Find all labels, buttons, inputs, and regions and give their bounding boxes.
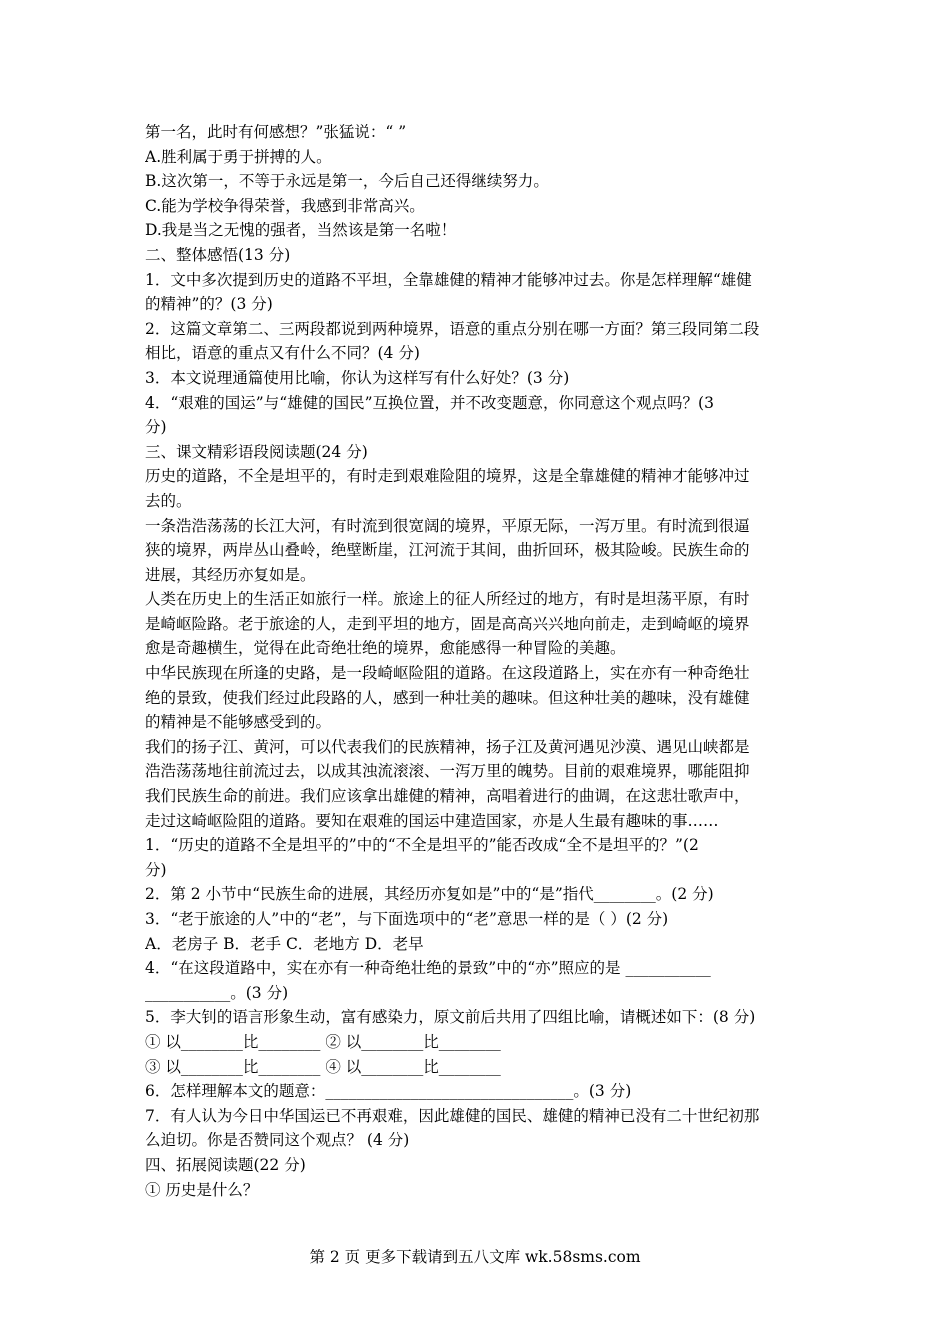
text-line: 愈是奇趣横生，觉得在此奇绝壮绝的境界，愈能感得一种冒险的美趣。 bbox=[145, 639, 626, 658]
text-line: ① 以________比________ ② 以________比________ bbox=[145, 1032, 501, 1051]
text-line: 6．怎样理解本文的题意：________________________________。(3 分) bbox=[145, 1082, 632, 1101]
text-line: 4．“艰难的国运”与“雄健的国民”互换位置，并不改变题意，你同意这个观点吗？(3 bbox=[145, 393, 714, 412]
text-line: 三、课文精彩语段阅读题(24 分) bbox=[145, 442, 368, 461]
text-line: 1．文中多次提到历史的道路不平坦，全靠雄健的精神才能够冲过去。你是怎样理解“雄健 bbox=[145, 270, 752, 289]
text-line: D.我是当之无愧的强者，当然该是第一名啦！ bbox=[145, 221, 457, 240]
text-line: 走过这崎岖险阻的道路。要知在艰难的国运中建造国家，亦是人生最有趣味的事…… bbox=[145, 811, 719, 830]
text-line: ___________。(3 分) bbox=[145, 983, 289, 1002]
text-line: 历史的道路，不全是坦平的，有时走到艰难险阻的境界，这是全靠雄健的精神才能够冲过 bbox=[145, 467, 750, 486]
text-line: 第一名，此时有何感想？”张猛说：“ ” bbox=[145, 123, 407, 141]
text-line: ③ 以________比________ ④ 以________比________ bbox=[145, 1057, 501, 1076]
text-line: 5．李大钊的语言形象生动，富有感染力，原文前后共用了四组比喻，请概述如下：(8 分) bbox=[145, 1008, 756, 1027]
text-line: 分) bbox=[145, 860, 167, 879]
text-line: 四、拓展阅读题(22 分) bbox=[145, 1155, 306, 1174]
text-line: 人类在历史上的生活正如旅行一样。旅途上的征人所经过的地方，有时是坦荡平原，有时 bbox=[145, 590, 750, 609]
text-line: A．老房子 B．老手 C．老地方 D．老早 bbox=[145, 934, 424, 953]
text-line: C.能为学校争得荣誉，我感到非常高兴。 bbox=[145, 196, 425, 215]
text-line: 3．“老于旅途的人”中的“老”，与下面选项中的“老”意思一样的是（ ）(2 分) bbox=[145, 910, 669, 928]
text-line: 浩浩荡荡地往前流过去，以成其浊流滚滚、一泻万里的魄势。目前的艰难境界，哪能阻抑 bbox=[145, 762, 750, 781]
text-line: A.胜利属于勇于拼搏的人。 bbox=[145, 147, 332, 166]
text-line: 1．“历史的道路不全是坦平的”中的“不全是坦平的”能否改成“全不是坦平的？”(2 bbox=[145, 836, 699, 855]
text-line: 去的。 bbox=[145, 491, 192, 510]
text-line: ① 历史是什么？ bbox=[145, 1180, 259, 1199]
text-line: 2．第 2 小节中“民族生命的进展，其经历亦复如是”中的“是”指代________。(2 分) bbox=[145, 885, 714, 904]
text-line: 是崎岖险路。老于旅途的人，走到平坦的地方，固是高高兴兴地向前走，走到崎岖的境界 bbox=[145, 614, 750, 633]
text-line: 相比，语意的重点又有什么不同？(4 分) bbox=[145, 344, 420, 363]
text-line: 分) bbox=[145, 418, 167, 437]
text-line: 狭的境界，两岸丛山叠岭，绝壁断崖，江河流于其间，曲折回环，极其险峻。民族生命的 bbox=[145, 541, 750, 560]
text-line: 绝的景致，使我们经过此段路的人，感到一种壮美的趣味。但这种壮美的趣味，没有雄健 bbox=[145, 688, 750, 707]
text-line: 中华民族现在所逢的史路，是一段崎岖险阻的道路。在这段道路上，实在亦有一种奇绝壮 bbox=[145, 664, 750, 683]
text-line: 二、整体感悟(13 分) bbox=[145, 245, 291, 264]
text-line: 么迫切。你是否赞同这个观点？ (4 分) bbox=[145, 1131, 410, 1150]
text-line: 3．本文说理通篇使用比喻，你认为这样写有什么好处？(3 分) bbox=[145, 368, 570, 387]
document-body bbox=[145, 120, 810, 1202]
text-line: 一条浩浩荡荡的长江大河，有时流到很宽阔的境界，平原无际，一泻万里。有时流到很逼 bbox=[145, 516, 750, 535]
text-line: 4．“在这段道路中，实在亦有一种奇绝壮绝的景致”中的“亦”照应的是 ___________ bbox=[145, 959, 711, 978]
text-line: 的精神”的？(3 分) bbox=[145, 295, 273, 314]
text-line: B.这次第一，不等于永远是第一，今后自己还得继续努力。 bbox=[145, 172, 549, 191]
text-line: 2．这篇文章第二、三两段都说到两种境界，语意的重点分别在哪一方面？第三段同第二段 bbox=[145, 319, 760, 338]
text-line: 我们民族生命的前进。我们应该拿出雄健的精神，高唱着进行的曲调，在这悲壮歌声中， bbox=[145, 787, 750, 806]
text-line: 进展，其经历亦复如是。 bbox=[145, 565, 316, 584]
page-footer: 第 2 页 更多下载请到五八文库 wk.58sms.com bbox=[309, 1248, 641, 1266]
text-line: 的精神是不能够感受到的。 bbox=[145, 713, 332, 732]
text-line: 7．有人认为今日中华国运已不再艰难，因此雄健的国民、雄健的精神已没有二十世纪初那 bbox=[145, 1106, 760, 1125]
text-line: 我们的扬子江、黄河，可以代表我们的民族精神，扬子江及黄河遇见沙漠、遇见山峡都是 bbox=[145, 737, 750, 756]
